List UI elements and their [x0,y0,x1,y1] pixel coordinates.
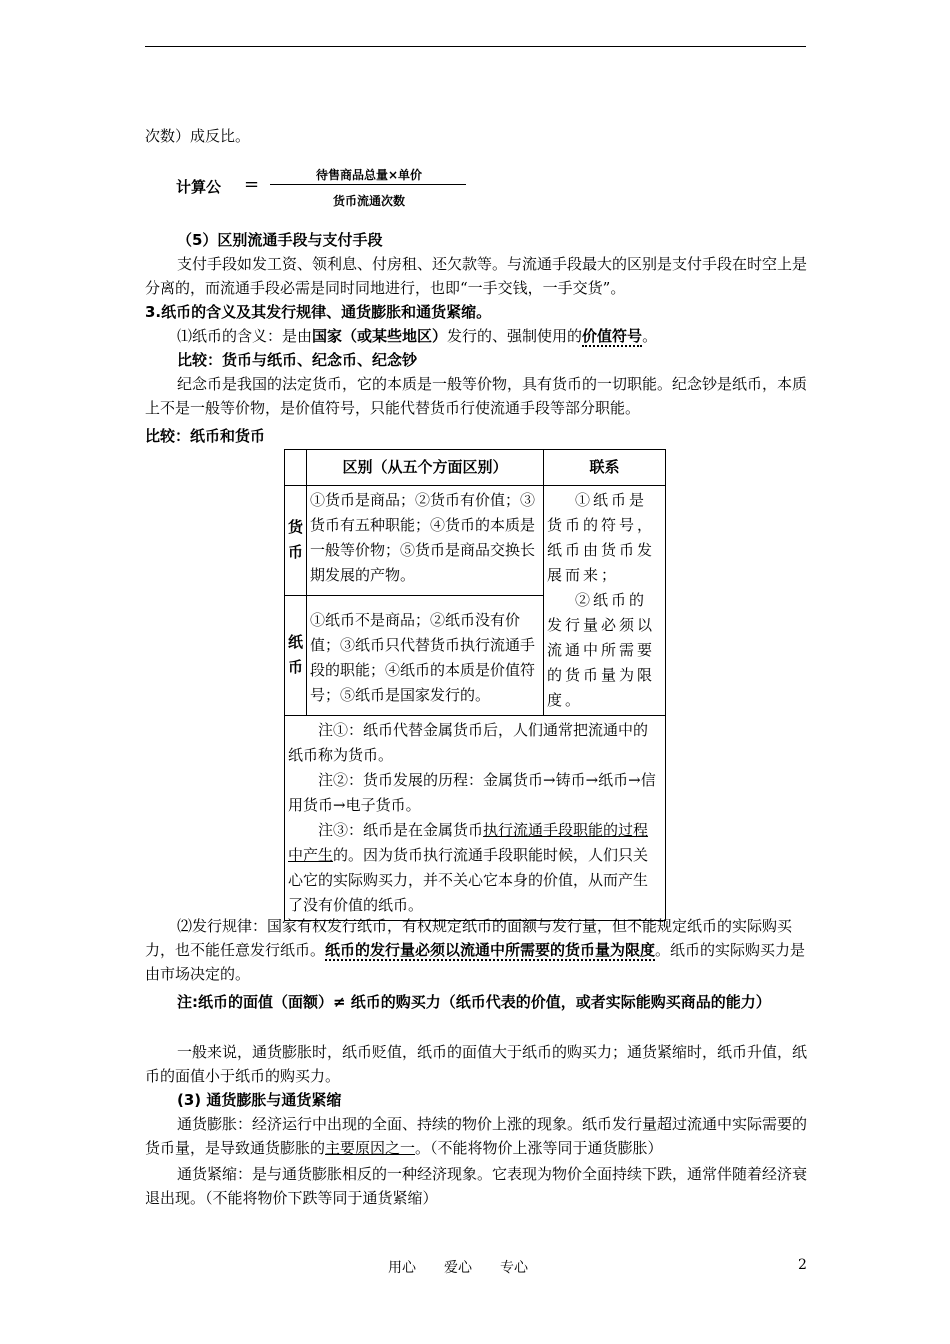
section-5-title: （5）区别流通手段与支付手段 [177,231,383,249]
face-value-note: 注:纸币的面值（面额）≠ 纸币的购买力（纸币代表的价值，或者实际能购买商品的能力） [177,993,771,1011]
note-2: 注②：货币发展的历程：金属货币→铸币→纸币→信用货币→电子货币。 [288,771,656,814]
paper-money-definition: ⑴纸币的含义：是由国家（或某些地区）发行的、强制使用的价值符号。 [177,327,658,345]
comparison-table [284,449,666,921]
general-statement: 一般来说，通货膨胀时，纸币贬值，纸币的面值大于纸币的购买力；通货紧缩时，纸币升值，纸币的面值小于纸币的购买力。 [145,1043,808,1085]
formula-label: 计算公 [176,178,222,196]
table-header-row [285,450,666,486]
fraction-bar [270,184,466,185]
section-3b-title: (3) 通货膨胀与通货紧缩 [177,1091,342,1109]
row-head-paper-money: 纸币 [285,595,307,715]
main-cause-underlined: 主要原因之一 [325,1139,416,1157]
issuance-rule: ⑵发行规律：国家有权发行纸币，有权规定纸币的面额与发行量，但不能规定纸币的实际购买力，也不能任意发行纸币。纸币的发行量必须以流通中所需要的货币量为限度。纸币的实际购买力是由市场决定的。 [145,917,806,983]
value-symbol-emphasis: 价值符号 [582,327,643,345]
header-link: 联系 [544,450,666,486]
currency-difference: ①货币是商品；②货币有价值；③货币有五种职能；④货币的本质是一般等价物；⑤货币是商品交换长期发展的产物。 [307,486,544,596]
table-notes [285,716,666,921]
issuer-emphasis: 国家（或某些地区） [312,327,448,345]
row-head-currency: 货币 [285,486,307,596]
header-rule [145,46,806,47]
page-number: 2 [798,1257,807,1273]
formula-denominator: 货币流通次数 [332,194,405,208]
formula-equals: = [244,174,260,195]
issuance-limit-emphasis: 纸币的发行量必须以流通中所需要的货币量为限度 [325,941,656,959]
deflation-definition: 通货紧缩：是与通货膨胀相反的一种经济现象。它表现为物价全面持续下跌，通常伴随着经济衰退出现。（不能将物价下跌等同于通货紧缩） [145,1165,808,1207]
link-point-2: ②纸币的发行量必须以流通中所需要的货币量为限度。 [547,591,656,709]
section-3-title: 3.纸币的含义及其发行规律、通货膨胀和通货紧缩。 [145,303,492,321]
header-difference: 区别（从五个方面区别） [307,450,544,486]
note-3-underlined: 执行流通手段职能的过程中产生 [288,821,649,864]
note-3: 注③：纸币是在金属货币执行流通手段职能的过程中产生的。因为货币执行流通手段职能时候，人们只关心它的实际购买力，并不关心它本身的价值，从而产生了没有价值的纸币。 [288,821,649,914]
inflation-definition: 通货膨胀：经济运行中出现的全面、持续的物价上涨的现象。纸币发行量超过流通中实际需要的货币量，是导致通货膨胀的主要原因之一。（不能将物价上涨等同于通货膨胀） [145,1115,808,1157]
note-1: 注①：纸币代替金属货币后，人们通常把流通中的纸币称为货币。 [288,721,649,764]
comparison-1-title: 比较：货币与纸币、纪念币、纪念钞 [177,351,418,369]
formula-numerator: 待售商品总量×单价 [315,168,423,182]
comparison-1-body: 纪念币是我国的法定货币，它的本质是一般等价物，具有货币的一切职能。纪念钞是纸币，本质上不是一般等价物，是价值符号，只能代替货币行使流通手段等部分职能。 [145,375,808,417]
table-notes-row [285,716,666,921]
link-point-1: ①纸币是货币的符号，纸币由货币发展而来； [547,491,656,584]
link-cell [544,486,666,716]
footer-motto: 用心 爱心 专心 [388,1260,528,1276]
comparison-2-title: 比较：纸币和货币 [145,427,266,445]
paper-money-difference: ①纸币不是商品；②纸币没有价值；③纸币只代替货币执行流通手段的职能；④纸币的本质是价值符号；⑤纸币是国家发行的。 [307,595,544,715]
intro-line: 次数）成反比。 [145,127,251,145]
section-5-body: 支付手段如发工资、领利息、付房租、还欠款等。与流通手段最大的区别是支付手段在时空上是分离的，而流通手段必需是同时同地进行，也即“一手交钱，一手交货”。 [145,255,808,297]
table-row [285,486,666,596]
corner-cell [285,450,307,486]
